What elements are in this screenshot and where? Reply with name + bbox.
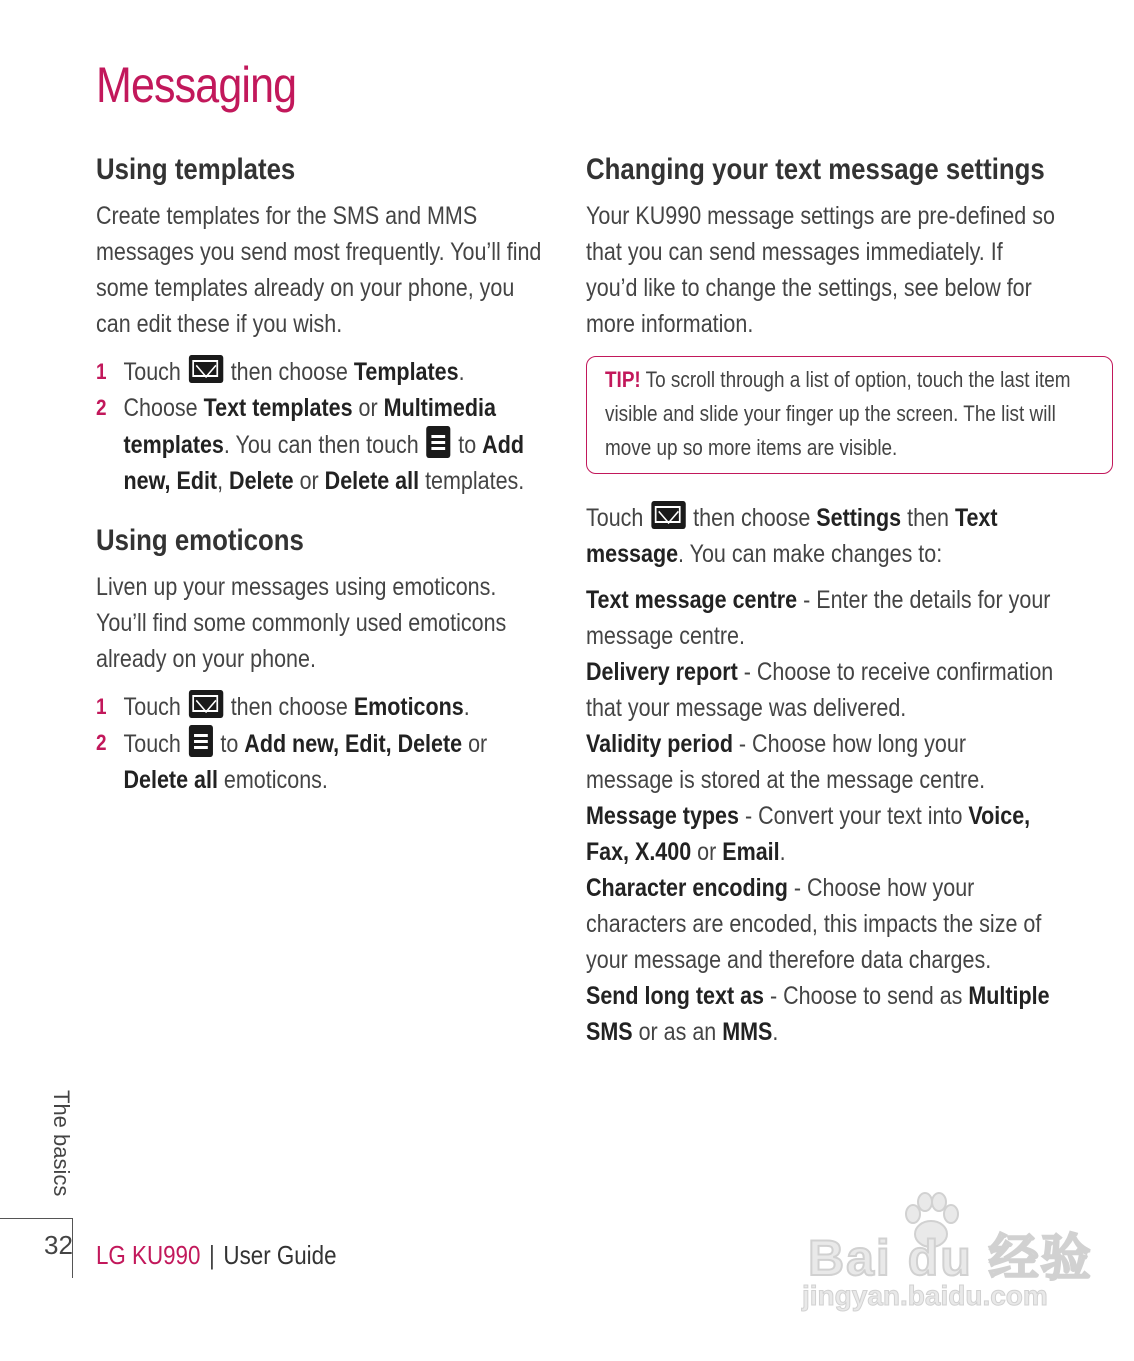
footer xyxy=(96,1240,337,1271)
setting-term: Send long text as xyxy=(586,982,765,1010)
step-number: 1 xyxy=(96,694,107,719)
setting-text-message-centre xyxy=(586,582,1056,654)
add-edit-delete-option: Add new, Edit, Delete xyxy=(244,730,463,758)
setting-character-encoding xyxy=(586,870,1056,978)
step-text: . xyxy=(463,693,470,721)
step-text: . You can make changes to: xyxy=(678,540,943,568)
templates-option: Templates xyxy=(353,358,459,386)
step-text: then choose xyxy=(693,504,811,532)
setting-desc: - Choose to send as xyxy=(764,982,969,1010)
delete-all-option: Delete all xyxy=(324,467,420,495)
page-number: 32 xyxy=(44,1230,73,1260)
emoticons-heading: Using emoticons xyxy=(96,524,304,557)
section-side-label: The basics xyxy=(49,1090,74,1197)
emoticons-intro: Liven up your messages using emoticons. You’ll find some commonly used emoticons already on your phone. xyxy=(96,573,507,673)
step-text: Choose xyxy=(123,394,198,422)
step-text: . You can then touch xyxy=(223,431,419,459)
setting-desc: - Choose how long your message is stored at the message centre. xyxy=(586,730,986,794)
step-number: 2 xyxy=(96,730,107,755)
setting-term: Text message centre xyxy=(586,586,798,614)
emoticons-step-1 xyxy=(96,689,546,725)
step-text: Touch xyxy=(123,730,181,758)
templates-step-2 xyxy=(96,390,546,499)
setting-desc: or xyxy=(691,838,723,866)
emoticons-step-2 xyxy=(96,725,546,798)
emoticons-option: Emoticons xyxy=(353,693,464,721)
step-text: emoticons. xyxy=(223,766,328,794)
setting-term: Character encoding xyxy=(586,874,788,902)
footer-brand: LG KU990 xyxy=(96,1240,201,1270)
templates-intro: Create templates for the SMS and MMS messages you send most frequently. You’ll find some templates already on your phone, you can edit these if you wish. xyxy=(96,202,542,338)
setting-desc: - Choose how your characters are encoded, this impacts the size of your message and therefore data charges. xyxy=(586,874,1042,974)
add-edit-option: Add new, Edit xyxy=(123,431,524,495)
delete-all-option: Delete all xyxy=(123,766,218,794)
setting-desc: - Enter the details for your message centre. xyxy=(586,586,1051,650)
step-text: Touch xyxy=(586,504,644,532)
voice-fax-option: Voice, Fax, X.400 xyxy=(586,802,1031,866)
message-icon xyxy=(189,690,223,718)
step-text: to xyxy=(220,730,239,758)
settings-heading: Changing your text message settings xyxy=(586,153,1045,186)
setting-term: Validity period xyxy=(586,730,733,758)
settings-intro: Your KU990 message settings are pre-defined so that you can send messages immediately. If you’d like to change the settings, see below for more information. xyxy=(586,202,1055,338)
setting-validity-period xyxy=(586,726,1056,798)
emoticons-steps xyxy=(96,689,546,798)
right-column xyxy=(586,150,1071,1050)
setting-desc: - Convert your text into xyxy=(738,802,969,830)
step-number: 1 xyxy=(96,359,107,384)
multimedia-templates-option: Multimedia templates xyxy=(123,394,496,459)
step-number: 2 xyxy=(96,395,107,420)
text-templates-option: Text templates xyxy=(203,394,353,422)
text-message-option: Text message xyxy=(586,504,998,568)
tip-box xyxy=(586,356,1113,474)
setting-desc: or as an xyxy=(632,1018,723,1046)
footer-guide: User Guide xyxy=(223,1240,337,1270)
setting-send-long-text xyxy=(586,978,1056,1050)
menu-icon xyxy=(426,426,450,458)
message-icon xyxy=(651,501,685,529)
mms-option: MMS xyxy=(722,1018,773,1046)
step-text: templates. xyxy=(425,467,525,495)
side-divider xyxy=(0,1218,72,1219)
menu-icon xyxy=(189,725,213,757)
setting-delivery-report xyxy=(586,654,1056,726)
setting-term: Delivery report xyxy=(586,658,738,686)
step-text: , xyxy=(217,467,224,495)
templates-step-1 xyxy=(96,354,546,390)
step-text: then choose xyxy=(230,693,348,721)
delete-option: Delete xyxy=(229,467,294,495)
templates-steps xyxy=(96,354,546,499)
step-text: . xyxy=(458,358,465,386)
step-text: to xyxy=(458,431,477,459)
step-text: then choose xyxy=(230,358,348,386)
step-text: Touch xyxy=(123,358,181,386)
settings-option: Settings xyxy=(816,504,902,532)
tip-label: TIP! xyxy=(605,367,641,392)
setting-desc: . xyxy=(779,838,786,866)
setting-desc: . xyxy=(772,1018,779,1046)
templates-heading: Using templates xyxy=(96,153,296,186)
step-text: or xyxy=(468,730,488,758)
baidu-watermark xyxy=(800,1188,1093,1318)
page-title: Messaging xyxy=(96,57,297,113)
step-text: or xyxy=(358,394,378,422)
step-text: then xyxy=(907,504,949,532)
watermark-url: jingyan.baidu.com xyxy=(802,1280,1048,1311)
setting-desc: - Choose to receive confirmation that your message was delivered. xyxy=(586,658,1054,722)
message-icon xyxy=(189,355,223,383)
left-column xyxy=(96,150,546,798)
tip-text: To scroll through a list of option, touch the last item visible and slide your finger up the screen. The list will move up so more items are visible. xyxy=(605,367,1071,460)
footer-separator: | xyxy=(209,1240,215,1270)
step-text: or xyxy=(299,467,319,495)
step-text: Touch xyxy=(123,693,181,721)
setting-term: Message types xyxy=(586,802,739,830)
multiple-sms-option: Multiple SMS xyxy=(586,982,1050,1046)
email-option: Email xyxy=(722,838,780,866)
watermark-logo-text: Bai du 经验 xyxy=(808,1230,1093,1286)
setting-message-types xyxy=(586,798,1056,870)
settings-touch-instruction xyxy=(586,500,1056,572)
